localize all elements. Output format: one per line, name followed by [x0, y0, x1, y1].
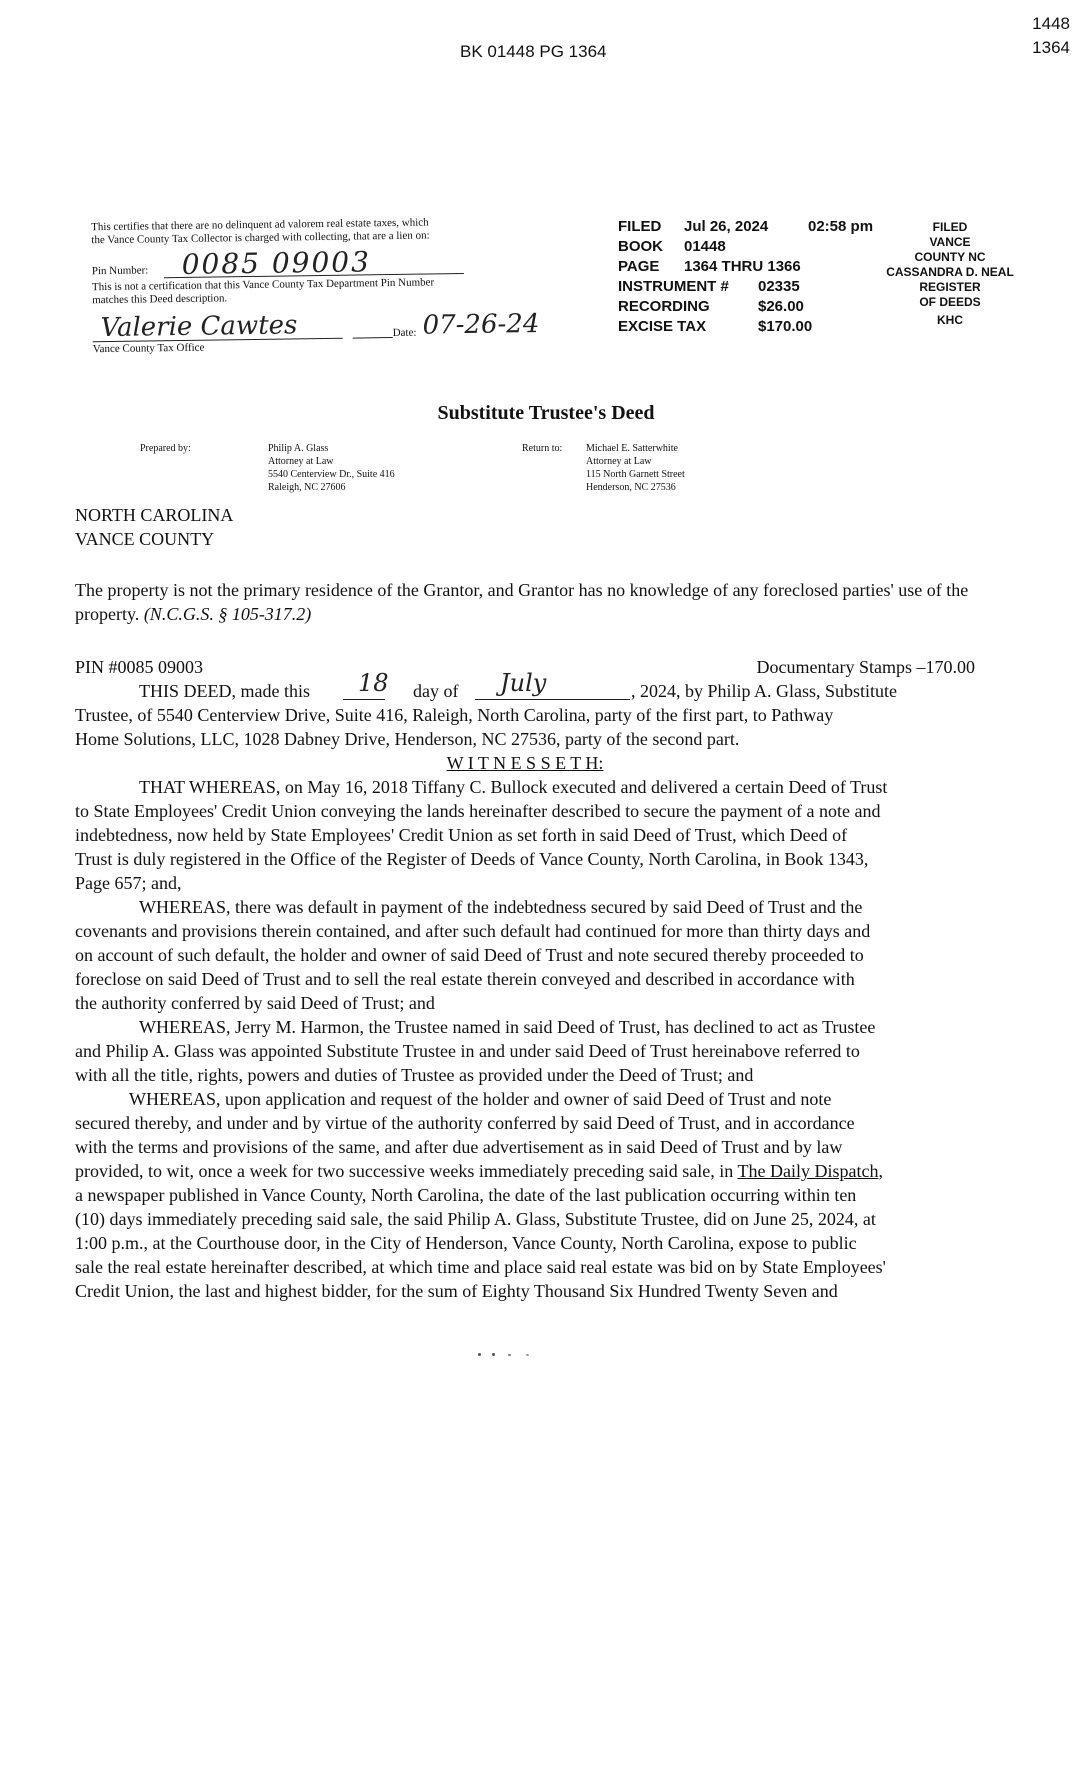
prepared-by-block: [268, 442, 395, 494]
pin-number-label: Pin Number:: [91, 264, 149, 278]
paragraph-line: WHEREAS, upon application and request of the holder and owner of said Deed of Trust and note: [129, 1089, 832, 1109]
recording-row: [618, 297, 878, 317]
paragraph-line: 1:00 p.m., at the Courthouse door, in the City of Henderson, Vance County, North Carolina, expose to public: [75, 1233, 857, 1253]
whereas-paragraph-1: [75, 775, 1005, 895]
paragraph-line: with all the title, rights, powers and duties of Trustee as provided under the Deed of Trust; and: [75, 1065, 754, 1085]
date-lead-line: [353, 337, 393, 339]
filing-stamp: [618, 217, 878, 337]
paragraph-line: a newspaper published in Vance County, North Carolina, the date of the last publication occurring within ten: [75, 1185, 857, 1205]
deed-line-2: Trustee, of 5540 Centerview Drive, Suite 416, Raleigh, North Carolina, party of the first part, to Pathway: [75, 705, 834, 725]
paragraph-line: with the terms and provisions of the same, and after due advertisement as in said Deed of Trust and by law: [75, 1137, 843, 1157]
prepared-by-city: Raleigh, NC 27606: [268, 482, 346, 493]
day-blank: [343, 699, 385, 700]
paragraph-line: on account of such default, the holder and owner of said Deed of Trust and note secured thereby proceeded to: [75, 945, 864, 965]
jurisdiction-county: VANCE COUNTY: [75, 529, 215, 549]
document-title: Substitute Trustee's Deed: [437, 402, 655, 424]
prepared-by-role: Attorney at Law: [268, 456, 334, 467]
prepared-by-label: Prepared by:: [140, 443, 191, 454]
witnesseth-text: W I T N E S S E T H:: [446, 753, 604, 773]
return-to-street: 115 North Garnett Street: [586, 469, 685, 480]
residence-notice-citation: (N.C.G.S. § 105-317.2): [143, 604, 312, 624]
recording-value: $26.00: [758, 298, 804, 315]
whereas-paragraphs: [75, 775, 1005, 1303]
deed-line-3: Home Solutions, LLC, 1028 Dabney Drive, Henderson, NC 27536, party of the second part.: [75, 729, 740, 749]
newspaper-name: The Daily Dispatch: [737, 1161, 879, 1181]
tax-certificate: [91, 215, 553, 355]
newspaper-line-prefix: provided, to wit, once a week for two successive weeks immediately preceding said sale, in: [75, 1161, 734, 1181]
pin-number-handwritten: 0085 09003: [181, 245, 372, 281]
deed-pin: PIN #0085 09003: [75, 657, 204, 677]
jurisdiction: [75, 503, 233, 551]
filed-label: FILED: [618, 218, 662, 235]
corner-reference: [980, 12, 1070, 60]
instrument-label: INSTRUMENT #: [618, 278, 729, 295]
paragraph-line: (10) days immediately preceding said sale, the said Philip A. Glass, Substitute Trustee, did on June 25, 2024, at: [75, 1209, 876, 1229]
paragraph-line: Page 657; and,: [75, 873, 182, 893]
instrument-value: 02335: [758, 278, 800, 295]
page-label: PAGE: [618, 258, 660, 275]
date-handwritten: 07-26-24: [422, 308, 540, 341]
jurisdiction-state: NORTH CAROLINA: [75, 505, 234, 525]
paragraph-line: WHEREAS, there was default in payment of the indebtedness secured by said Deed of Trust and the: [139, 897, 863, 917]
day-handwritten: 18: [358, 669, 389, 697]
paragraph-line: indebtedness, now held by State Employees' Credit Union as set forth in said Deed of Trust, which Deed of: [75, 825, 848, 845]
filed-row: [618, 217, 878, 237]
month-blank: [475, 699, 630, 700]
prepared-by-street: 5540 Centerview Dr., Suite 416: [268, 469, 395, 480]
paragraph-line: to State Employees' Credit Union conveying the lands hereinafter described to secure the payment of a note and: [75, 801, 881, 821]
paragraph-line: Trust is duly registered in the Office of the Register of Deeds of Vance County, North Carolina, in Book 1343,: [75, 849, 869, 869]
register-of-deeds: OF DEEDS: [919, 295, 981, 309]
certificate-line-1: This certifies that there are no delinquent ad valorem real estate taxes, which: [91, 216, 429, 234]
register-stamp: [870, 220, 1030, 328]
register-county: COUNTY NC: [914, 250, 986, 264]
newspaper-line-suffix: ,: [878, 1161, 883, 1181]
residence-notice-text: The property is not the primary residence of the Grantor, and Grantor has no knowledge of any foreclosed parties' use of the property.: [75, 580, 969, 624]
corner-page: 1364: [1032, 38, 1070, 57]
return-to-block: [586, 442, 685, 494]
tax-office-signature: Valerie Cawtes: [100, 310, 298, 344]
page-value: 1364 THRU 1366: [684, 258, 801, 275]
paragraph-line: the authority conferred by said Deed of Trust; and: [75, 993, 435, 1013]
certificate-line-2: the Vance County Tax Collector is charged with collecting, that are a lien on:: [91, 229, 430, 247]
book-page-header: BK 01448 PG 1364: [460, 42, 607, 61]
prepared-by-name: Philip A. Glass: [268, 443, 329, 454]
paragraph-line: THAT WHEREAS, on May 16, 2018 Tiffany C. Bullock executed and delivered a certain Deed of Trust: [139, 777, 888, 797]
paragraph-line: covenants and provisions therein contained, and after such default had continued for more than thirty days and: [75, 921, 871, 941]
date-label: Date:: [392, 326, 417, 340]
deed-opening: [75, 655, 975, 775]
whereas-paragraph-4: [75, 1087, 1005, 1303]
register-title: REGISTER: [919, 280, 981, 294]
whereas-paragraph-2: [75, 895, 1005, 1015]
filed-date: Jul 26, 2024: [684, 218, 769, 235]
deed-made-suffix: , 2024, by Philip A. Glass, Substitute: [631, 681, 898, 701]
paragraph-line: Credit Union, the last and highest bidder, for the sum of Eighty Thousand Six Hundred Twenty Seven and: [75, 1281, 838, 1301]
register-name: CASSANDRA D. NEAL: [886, 265, 1014, 279]
paragraph-line: [75, 1159, 1005, 1183]
continuation-marks: [478, 1353, 538, 1357]
paragraph-line: WHEREAS, Jerry M. Harmon, the Trustee named in said Deed of Trust, has declined to act as Trustee: [139, 1017, 876, 1037]
paragraph-line: and Philip A. Glass was appointed Substitute Trustee in and under said Deed of Trust hereinabove referred to: [75, 1041, 860, 1061]
book-value: 01448: [684, 238, 726, 255]
excise-row: [618, 317, 878, 337]
deed-made-prefix: THIS DEED, made this: [139, 681, 310, 701]
tax-office-label: Vance County Tax Office: [92, 341, 205, 356]
documentary-stamps: Documentary Stamps –170.00: [756, 657, 975, 677]
instrument-row: [618, 277, 878, 297]
excise-label: EXCISE TAX: [618, 318, 707, 335]
book-label: BOOK: [618, 238, 663, 255]
deed-made-row: [75, 669, 975, 703]
recording-label: RECORDING: [618, 298, 710, 315]
register-filed: FILED: [932, 220, 968, 234]
month-handwritten: July: [500, 669, 547, 697]
witnesseth-heading: [75, 751, 975, 775]
day-of-label: day of: [413, 681, 459, 701]
corner-book: 1448: [1032, 14, 1070, 33]
filed-time: 02:58 pm: [808, 218, 874, 235]
register-initials: KHC: [937, 313, 963, 327]
certificate-note-line-2: matches this Deed description.: [92, 292, 228, 307]
paragraph-line: secured thereby, and under and by virtue of the authority conferred by said Deed of Trust, and in accordance: [75, 1113, 855, 1133]
page-row: [618, 257, 878, 277]
register-vance: VANCE: [929, 235, 971, 249]
return-to-role: Attorney at Law: [586, 456, 652, 467]
residence-notice: [75, 578, 985, 626]
excise-value: $170.00: [758, 318, 813, 335]
certificate-signature-row: [92, 305, 553, 355]
certificate-note-line-1: This is not a certification that this Vance County Tax Department Pin Number: [91, 276, 435, 294]
book-row: [618, 237, 878, 257]
paragraph-line: foreclose on said Deed of Trust and to sell the real estate therein conveyed and described in accordance with: [75, 969, 855, 989]
whereas-paragraph-3: [75, 1015, 1005, 1087]
return-to-city: Henderson, NC 27536: [586, 482, 676, 493]
return-to-name: Michael E. Satterwhite: [586, 443, 678, 454]
paragraph-line: sale the real estate hereinafter described, at which time and place said real estate was bid on by State Employees': [75, 1257, 886, 1277]
return-to-label: Return to:: [522, 443, 563, 454]
